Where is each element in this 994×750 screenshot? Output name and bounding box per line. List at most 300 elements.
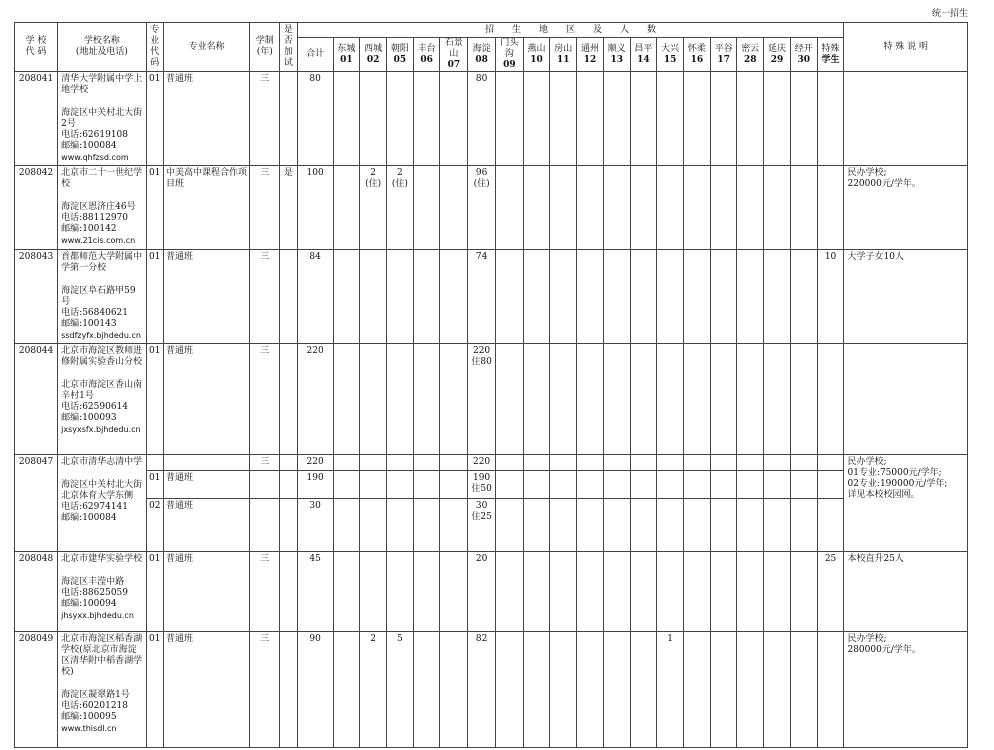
school_name-line: (地址及电话) — [75, 47, 128, 57]
district-count-cell: 5 — [387, 632, 414, 748]
special-note-cell: 民办学校; 220000元/学年。 — [844, 166, 968, 250]
school-code-cell: 208048 — [15, 552, 58, 632]
district-count-cell: 74 — [468, 250, 496, 344]
district-count-cell — [684, 632, 711, 748]
school-name: 北京市建华实验学校 — [61, 554, 143, 564]
district-count-cell — [495, 455, 523, 471]
district-count-cell — [333, 552, 360, 632]
district-count-cell — [413, 166, 440, 250]
district-count-cell — [603, 344, 630, 455]
district-count-cell — [630, 471, 657, 499]
major-name-cell: 普通班 — [164, 632, 250, 748]
district-count-cell — [360, 499, 387, 552]
district-count-cell — [550, 499, 577, 552]
school-name: 清华大学附属中学上地学校 — [61, 74, 143, 95]
district-count-cell: 2 (住) — [360, 166, 387, 250]
school-name: 首都师范大学附属中学第一分校 — [61, 252, 143, 273]
district-count-cell — [360, 552, 387, 632]
district-count-cell — [817, 471, 844, 499]
district-code: 10 — [530, 54, 543, 65]
major-name-cell: 普通班 — [164, 250, 250, 344]
table-row — [15, 471, 968, 499]
school-address: 海淀区中关村北大街北京体育大学东侧 电话:62974141 邮编:100084 — [61, 480, 143, 523]
district-count-cell — [790, 250, 817, 344]
district-count-cell — [657, 499, 684, 552]
major-code-cell: 01 — [146, 166, 163, 250]
header-district-29 — [764, 38, 791, 72]
district-count-cell — [387, 455, 414, 471]
district-name: 海淀 — [472, 43, 491, 54]
district-code: 08 — [475, 54, 488, 65]
boarding-line: 否 — [283, 36, 293, 46]
district-count-cell — [577, 552, 604, 632]
category-label: 统一招生 — [931, 9, 968, 19]
district-name: 昌平 — [634, 43, 653, 54]
district-count-cell — [790, 552, 817, 632]
table-row — [15, 250, 968, 344]
admission-table — [14, 22, 968, 748]
district-count-cell — [710, 250, 737, 344]
school-address: 海淀区丰滢中路 电话:88625059 邮编:100094 — [61, 577, 128, 609]
special-note-cell: 大学子女10人 — [844, 250, 968, 344]
district-count-cell — [764, 455, 791, 471]
test-cell: 是 — [280, 166, 297, 250]
school-code-cell: 208044 — [15, 344, 58, 455]
total-cell: 220 — [297, 455, 333, 471]
district-count-cell — [333, 455, 360, 471]
header-school-name — [58, 23, 146, 72]
district-count-cell — [440, 471, 468, 499]
district-count-cell — [550, 455, 577, 471]
district-count-cell — [817, 166, 844, 250]
district-count-cell — [764, 499, 791, 552]
district-count-cell — [657, 455, 684, 471]
district-count-cell — [764, 471, 791, 499]
school-name-cell — [58, 552, 146, 632]
district-count-cell — [790, 455, 817, 471]
table-body — [15, 72, 968, 748]
district-count-cell — [495, 632, 523, 748]
district-count-cell — [737, 455, 764, 471]
district-count-cell: 2 (住) — [387, 166, 414, 250]
district-count-cell — [440, 632, 468, 748]
district-count-cell — [603, 499, 630, 552]
district-count-cell: 2 — [360, 632, 387, 748]
school-name: 北京市海淀区教师进修附属实验香山分校 — [61, 346, 143, 367]
table-row — [15, 632, 968, 748]
years-cell: 三 — [250, 250, 280, 344]
header-district-05 — [387, 38, 414, 72]
district-count-cell — [710, 499, 737, 552]
district-count-cell — [577, 499, 604, 552]
district-count-cell: 220 — [468, 455, 496, 471]
district-count-cell — [550, 344, 577, 455]
district-code: 15 — [663, 54, 677, 65]
school-name-cell — [58, 632, 146, 748]
major-name-cell: 普通班 — [164, 471, 250, 499]
district-count-cell — [710, 166, 737, 250]
district-count-cell — [817, 72, 844, 166]
district-count-cell — [710, 344, 737, 455]
major-code-cell: 01 — [146, 471, 163, 499]
header-district-学生 — [817, 38, 844, 72]
special-note-cell — [844, 72, 968, 166]
header-district-15 — [657, 38, 684, 72]
years-cell: 三 — [250, 344, 280, 455]
school-name: 北京市海淀区稻香湖学校(原北京市海淀区清华附中稻香湖学校) — [61, 634, 143, 677]
district-count-cell — [710, 471, 737, 499]
district-count-cell — [630, 344, 657, 455]
district-count-cell — [630, 72, 657, 166]
district-count-cell — [440, 344, 468, 455]
district-count-cell: 190 住50 — [468, 471, 496, 499]
school-name-cell — [58, 166, 146, 250]
district-count-cell — [523, 72, 550, 166]
major_code-line: 专 — [150, 25, 160, 35]
district-count-cell — [684, 455, 711, 471]
header-district-11 — [550, 38, 577, 72]
district-name: 延庆 — [768, 43, 787, 54]
major-code-cell: 01 — [146, 552, 163, 632]
district-count-cell — [495, 471, 523, 499]
district-count-cell — [630, 250, 657, 344]
district-count-cell — [550, 166, 577, 250]
header-district-13 — [603, 38, 630, 72]
table-row — [15, 552, 968, 632]
total-cell: 30 — [297, 499, 333, 552]
school-name: 北京市二十一世纪学校 — [61, 168, 143, 189]
school-website: www.thisdl.cn — [61, 724, 117, 733]
district-count-cell — [737, 166, 764, 250]
district-count-cell — [817, 455, 844, 471]
school_name-line: 学校名称 — [83, 36, 120, 46]
district-count-cell — [603, 166, 630, 250]
district-name: 平谷 — [714, 43, 733, 54]
district-count-cell — [684, 552, 711, 632]
district-count-cell — [550, 632, 577, 748]
district-name: 东城 — [337, 43, 356, 54]
district-code: 11 — [557, 54, 570, 65]
district-name: 朝阳 — [390, 43, 409, 54]
district-count-cell — [387, 552, 414, 632]
district-count-cell — [577, 455, 604, 471]
district-code: 12 — [583, 54, 597, 65]
district-code: 02 — [366, 54, 380, 65]
school-name-cell — [58, 72, 146, 166]
school-code-cell: 208041 — [15, 72, 58, 166]
district-count-cell — [684, 499, 711, 552]
table-row — [15, 499, 968, 552]
district-count-cell — [413, 471, 440, 499]
district-count-cell — [710, 552, 737, 632]
district-count-cell — [387, 250, 414, 344]
district-count-cell — [523, 455, 550, 471]
district-count-cell — [413, 455, 440, 471]
school-address: 海淀区凝翠路1号 电话:60201218 邮编:100095 — [61, 690, 130, 722]
test-cell — [280, 471, 297, 499]
test-cell — [280, 552, 297, 632]
school_code-line: 代 码 — [25, 47, 47, 57]
header-district-01 — [333, 38, 360, 72]
total-cell: 190 — [297, 471, 333, 499]
district-count-cell: 25 — [817, 552, 844, 632]
district-count-cell — [630, 632, 657, 748]
district-count-cell: 82 — [468, 632, 496, 748]
total-cell: 90 — [297, 632, 333, 748]
district-name: 特殊 — [821, 43, 840, 54]
district-count-cell — [413, 344, 440, 455]
major_code-line: 码 — [150, 58, 160, 68]
total-cell: 100 — [297, 166, 333, 250]
special-note-cell — [844, 344, 968, 455]
years-cell: 三 — [250, 166, 280, 250]
district-count-cell — [360, 471, 387, 499]
district-count-cell — [387, 72, 414, 166]
district-count-cell — [495, 250, 523, 344]
major-name-cell: 普通班 — [164, 344, 250, 455]
school-code-cell: 208042 — [15, 166, 58, 250]
district-count-cell — [764, 344, 791, 455]
school-website: ssdfzyfx.bjhdedu.cn — [61, 331, 141, 340]
district-count-cell — [684, 471, 711, 499]
district-count-cell — [333, 166, 360, 250]
district-count-cell: 10 — [817, 250, 844, 344]
total-cell: 84 — [297, 250, 333, 344]
district-count-cell — [440, 166, 468, 250]
district-count-cell — [790, 344, 817, 455]
district-count-cell — [630, 455, 657, 471]
years-line: (年) — [256, 47, 273, 57]
boarding-line: 是 — [283, 25, 293, 35]
district-count-cell — [737, 72, 764, 166]
header-district-14 — [630, 38, 657, 72]
header-district-07 — [440, 38, 468, 72]
district-count-cell — [603, 455, 630, 471]
district-count-cell — [360, 455, 387, 471]
major-name-cell — [164, 455, 250, 471]
district-count-cell — [440, 250, 468, 344]
district-code: 30 — [797, 54, 811, 65]
district-count-cell: 80 — [468, 72, 496, 166]
district-name: 门头沟 — [500, 38, 519, 59]
district-count-cell — [657, 72, 684, 166]
district-count-cell: 1 — [657, 632, 684, 748]
district-count-cell — [737, 250, 764, 344]
district-count-cell — [630, 499, 657, 552]
special-note-cell: 民办学校; 280000元/学年。 — [844, 632, 968, 748]
header-major-code — [146, 23, 163, 72]
major-code-cell: 01 — [146, 72, 163, 166]
test-cell — [280, 250, 297, 344]
district-name: 怀柔 — [687, 43, 706, 54]
header-district-30 — [790, 38, 817, 72]
district-count-cell: 30 住25 — [468, 499, 496, 552]
district-count-cell — [413, 250, 440, 344]
district-name: 通州 — [580, 43, 599, 54]
header-total: 合计 — [297, 38, 333, 72]
district-code: 07 — [447, 60, 461, 70]
major-name-cell: 普通班 — [164, 499, 250, 552]
district-count-cell — [817, 632, 844, 748]
header-special-notes: 特 殊 说 明 — [844, 23, 968, 72]
district-count-cell — [737, 632, 764, 748]
district-count-cell — [577, 471, 604, 499]
test-cell — [280, 344, 297, 455]
district-count-cell — [790, 499, 817, 552]
district-count-cell — [603, 552, 630, 632]
header-district-12 — [577, 38, 604, 72]
major-code-cell: 01 — [146, 632, 163, 748]
table-row — [15, 166, 968, 250]
district-count-cell — [737, 499, 764, 552]
district-count-cell — [333, 499, 360, 552]
district-count-cell — [710, 455, 737, 471]
major_code-line: 业 — [150, 36, 160, 46]
district-count-cell — [603, 632, 630, 748]
school-name: 北京市清华志清中学 — [61, 457, 143, 467]
header-district-28 — [737, 38, 764, 72]
header-district-17 — [710, 38, 737, 72]
district-count-cell — [657, 166, 684, 250]
district-count-cell — [790, 72, 817, 166]
district-count-cell — [523, 250, 550, 344]
header-years — [250, 23, 280, 72]
district-count-cell — [684, 166, 711, 250]
header-district-16 — [684, 38, 711, 72]
major-code-cell — [146, 455, 163, 471]
table-header — [15, 23, 968, 72]
district-count-cell — [657, 471, 684, 499]
school-name-cell — [58, 455, 146, 552]
boarding-line: 加 — [283, 47, 293, 57]
district-count-cell — [440, 72, 468, 166]
school-address: 海淀区中关村北大街2号 电话:62619108 邮编:100084 — [61, 108, 143, 151]
special-note-cell: 民办学校; 01专业:75000元/学年; 02专业:190000元/学年; 详见本校校园网。 — [844, 455, 968, 552]
major-code-cell: 01 — [146, 250, 163, 344]
years-cell — [250, 499, 280, 552]
district-count-cell — [550, 552, 577, 632]
district-count-cell — [495, 499, 523, 552]
district-code: 09 — [503, 60, 516, 70]
district-count-cell — [523, 552, 550, 632]
district-name: 密云 — [741, 43, 760, 54]
district-count-cell — [603, 72, 630, 166]
header-district-02 — [360, 38, 387, 72]
district-count-cell — [630, 166, 657, 250]
district-name: 顺义 — [607, 43, 626, 54]
header-district-09 — [495, 38, 523, 72]
district-count-cell — [413, 552, 440, 632]
district-count-cell — [413, 632, 440, 748]
district-count-cell — [603, 250, 630, 344]
district-count-cell — [550, 250, 577, 344]
district-count-cell — [577, 72, 604, 166]
district-count-cell — [577, 632, 604, 748]
district-count-cell — [577, 166, 604, 250]
district-count-cell — [360, 250, 387, 344]
district-count-cell — [550, 72, 577, 166]
district-count-cell — [523, 344, 550, 455]
school-website: jxsyxsfx.bjhdedu.cn — [61, 425, 141, 434]
school-website: jhsyxx.bjhdedu.cn — [61, 611, 134, 620]
district-count-cell — [577, 250, 604, 344]
district-count-cell — [737, 552, 764, 632]
district-count-cell — [333, 632, 360, 748]
district-count-cell — [684, 344, 711, 455]
district-count-cell — [684, 72, 711, 166]
school-website: www.21cis.com.cn — [61, 236, 136, 245]
district-count-cell — [495, 166, 523, 250]
header-district-08 — [468, 38, 496, 72]
test-cell — [280, 72, 297, 166]
school_code-line: 学 校 — [25, 36, 47, 46]
school-address: 海淀区恩济庄46号 电话:88112970 邮编:100142 — [61, 202, 136, 234]
district-count-cell — [684, 250, 711, 344]
district-count-cell — [440, 499, 468, 552]
district-count-cell — [710, 72, 737, 166]
major-code-cell: 01 — [146, 344, 163, 455]
district-code: 29 — [770, 54, 784, 65]
school-address: 北京市海淀区香山南辛村1号 电话:62590614 邮编:100093 — [61, 380, 143, 423]
test-cell — [280, 632, 297, 748]
district-count-cell: 96 (住) — [468, 166, 496, 250]
district-count-cell — [333, 72, 360, 166]
district-count-cell — [387, 499, 414, 552]
district-count-cell — [737, 344, 764, 455]
header-major-name: 专业名称 — [164, 23, 250, 72]
district-count-cell — [550, 471, 577, 499]
district-name: 经开 — [794, 43, 813, 54]
district-count-cell — [360, 72, 387, 166]
boarding-line: 试 — [283, 58, 293, 68]
district-code: 学生 — [821, 54, 840, 65]
district-count-cell — [523, 499, 550, 552]
school-name-cell — [58, 250, 146, 344]
header-district-06 — [413, 38, 440, 72]
district-count-cell — [657, 344, 684, 455]
years-cell: 三 — [250, 455, 280, 471]
district-count-cell — [790, 471, 817, 499]
district-count-cell — [523, 632, 550, 748]
district-count-cell — [333, 344, 360, 455]
header-test — [280, 23, 297, 72]
years-line: 学制 — [255, 36, 274, 46]
district-count-cell — [387, 344, 414, 455]
table-row — [15, 72, 968, 166]
district-code: 28 — [744, 54, 757, 65]
school-address: 海淀区阜石路甲59号 电话:56840621 邮编:100143 — [61, 286, 136, 329]
district-count-cell — [764, 632, 791, 748]
district-name: 西城 — [364, 43, 383, 54]
school-code-cell: 208043 — [15, 250, 58, 344]
district-count-cell: 20 — [468, 552, 496, 632]
district-code: 16 — [690, 54, 704, 65]
district-name: 丰台 — [417, 43, 436, 54]
major_code-line: 代 — [150, 47, 160, 57]
district-count-cell — [495, 552, 523, 632]
district-count-cell — [440, 455, 468, 471]
district-count-cell — [523, 471, 550, 499]
district-name: 房山 — [554, 43, 573, 54]
district-code: 13 — [610, 54, 623, 65]
district-count-cell — [577, 344, 604, 455]
district-count-cell — [333, 250, 360, 344]
district-name: 燕山 — [527, 43, 546, 54]
district-code: 17 — [717, 54, 730, 65]
district-count-cell — [764, 250, 791, 344]
district-count-cell — [764, 552, 791, 632]
district-count-cell — [817, 344, 844, 455]
